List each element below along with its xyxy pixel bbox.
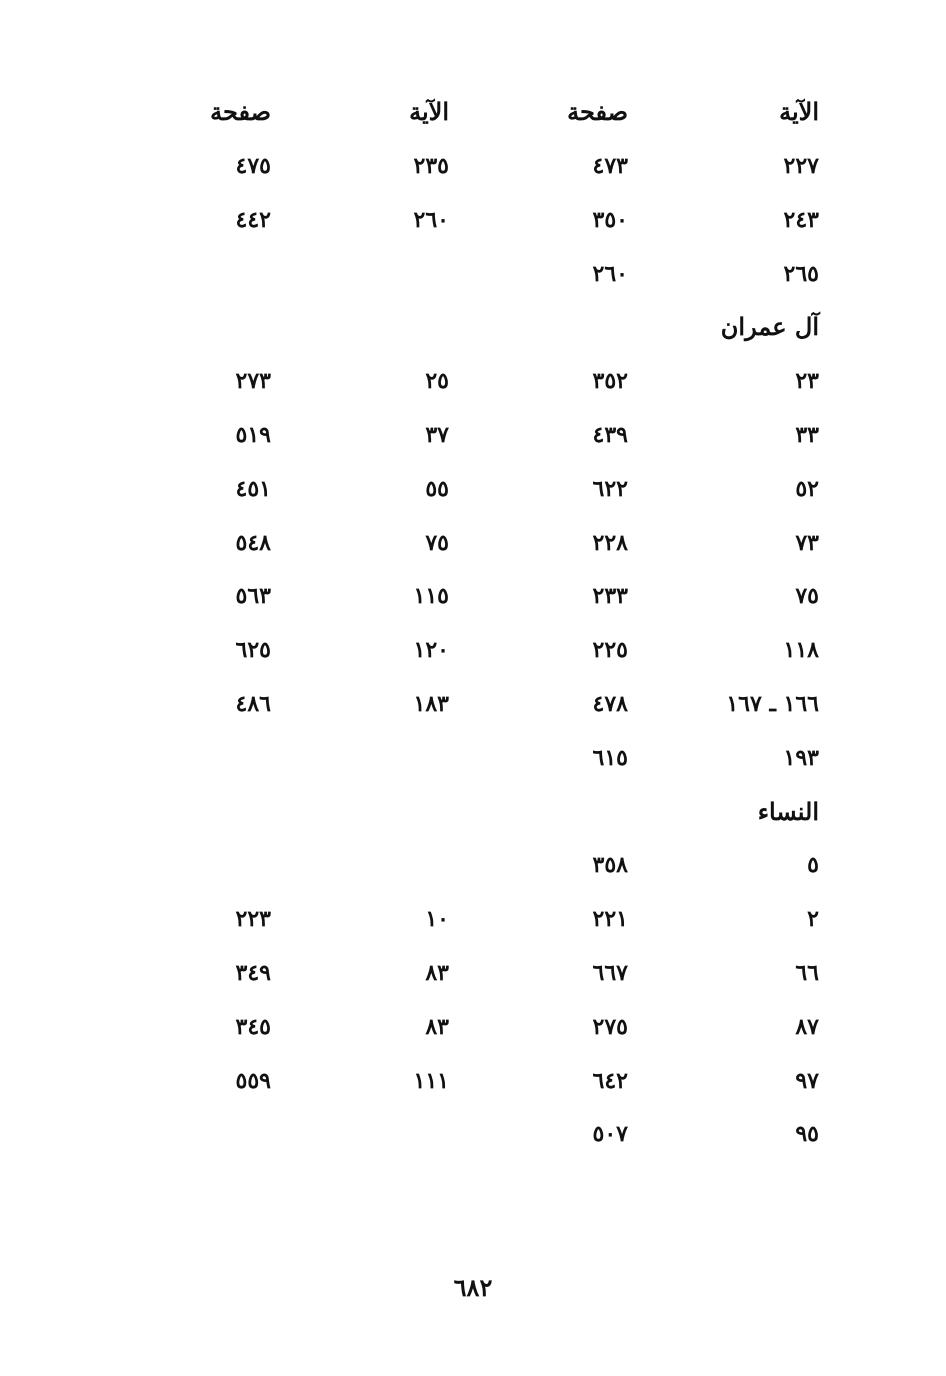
ayah-cell: ١٩٣ (783, 745, 819, 771)
page-cell: ٥١٩ (235, 422, 271, 448)
ayah-cell: ١١٨ (783, 637, 819, 663)
ayah-cell: ١٦٦ ـ ١٦٧ (726, 691, 819, 717)
page-cell: ٢٢١ (592, 906, 628, 932)
page-cell: ٣٤٩ (235, 960, 271, 986)
ayah-cell: ١٨٣ (413, 691, 449, 717)
ayah-cell: ٥ (807, 852, 819, 878)
ayah-cell: ١٠ (425, 906, 449, 932)
surah-heading: النساء (757, 797, 819, 826)
table-row (0, 200, 946, 240)
surah-heading: آل عمران (720, 312, 819, 341)
table-row (0, 684, 946, 724)
table-row (0, 845, 946, 885)
ayah-cell: ٥٥ (425, 476, 449, 502)
table-row (0, 146, 946, 186)
ayah-cell: ٩٧ (795, 1068, 819, 1094)
ayah-cell: ٧٥ (425, 530, 449, 556)
ayah-cell: ٨٣ (425, 1014, 449, 1040)
page-cell: ٤٥١ (235, 476, 271, 502)
ayah-cell: ٧٣ (795, 530, 819, 556)
page-cell: ٢٧٥ (592, 1014, 628, 1040)
ayah-cell: ٣٧ (425, 422, 449, 448)
header-page-2: صفحة (210, 97, 271, 126)
page-cell: ٣٥٠ (592, 207, 628, 233)
ayah-cell: ٧٥ (795, 583, 819, 609)
ayah-cell: ٢٦٥ (783, 261, 819, 287)
page-cell: ٣٥٨ (592, 852, 628, 878)
table-row (0, 738, 946, 778)
surah-heading-row (0, 792, 946, 832)
table-row (0, 576, 946, 616)
page-cell: ٥٤٨ (235, 530, 271, 556)
page-cell: ٤٧٣ (592, 153, 628, 179)
page-cell: ٢٢٥ (592, 637, 628, 663)
page-number: ٦٨٢ (453, 1273, 493, 1302)
page-cell: ٦٢٥ (235, 637, 271, 663)
ayah-cell: ٩٥ (795, 1121, 819, 1147)
page-cell: ٤٤٢ (235, 207, 271, 233)
page-cell: ٥٦٣ (235, 583, 271, 609)
page-cell: ٤٨٦ (235, 691, 271, 717)
ayah-cell: ٢٥ (425, 368, 449, 394)
table-row (0, 254, 946, 294)
ayah-cell: ٦٦ (795, 960, 819, 986)
header-page-1: صفحة (567, 97, 628, 126)
table-row (0, 630, 946, 670)
table-row (0, 1114, 946, 1154)
table-row (0, 1061, 946, 1101)
page-cell: ٣٥٢ (592, 368, 628, 394)
ayah-cell: ١١١ (413, 1068, 449, 1094)
page-cell: ٤٣٩ (592, 422, 628, 448)
column-header-row (0, 92, 946, 132)
ayah-cell: ٢٣ (795, 368, 819, 394)
page-cell: ٢٢٣ (235, 906, 271, 932)
page-cell: ٥٥٩ (235, 1068, 271, 1094)
ayah-cell: ٨٣ (425, 960, 449, 986)
ayah-cell: ٢ (807, 906, 819, 932)
page-cell: ٤٧٥ (235, 153, 271, 179)
page-cell: ٦٦٧ (592, 960, 628, 986)
header-ayah-1: الآية (779, 97, 819, 126)
table-row (0, 361, 946, 401)
page-cell: ٥٠٧ (592, 1121, 628, 1147)
page-cell: ٢٦٠ (592, 261, 628, 287)
surah-heading-row (0, 307, 946, 347)
page-cell: ٣٤٥ (235, 1014, 271, 1040)
ayah-cell: ١١٥ (413, 583, 449, 609)
page-cell: ٢٢٨ (592, 530, 628, 556)
table-row (0, 415, 946, 455)
ayah-cell: ٨٧ (795, 1014, 819, 1040)
page-cell: ٤٧٨ (592, 691, 628, 717)
page-cell: ٦٤٢ (592, 1068, 628, 1094)
ayah-cell: ٢٢٧ (783, 153, 819, 179)
page-cell: ٦٢٢ (592, 476, 628, 502)
table-row (0, 523, 946, 563)
page-cell: ٢٧٣ (235, 368, 271, 394)
table-row (0, 469, 946, 509)
header-ayah-2: الآية (409, 97, 449, 126)
table-row (0, 1007, 946, 1047)
page-cell: ٢٣٣ (592, 583, 628, 609)
ayah-cell: ١٢٠ (413, 637, 449, 663)
ayah-cell: ٥٢ (795, 476, 819, 502)
ayah-cell: ٢٤٣ (783, 207, 819, 233)
page-cell: ٦١٥ (592, 745, 628, 771)
ayah-cell: ٢٣٥ (413, 153, 449, 179)
table-row (0, 899, 946, 939)
ayah-cell: ٣٣ (795, 422, 819, 448)
table-row (0, 953, 946, 993)
ayah-cell: ٢٦٠ (413, 207, 449, 233)
